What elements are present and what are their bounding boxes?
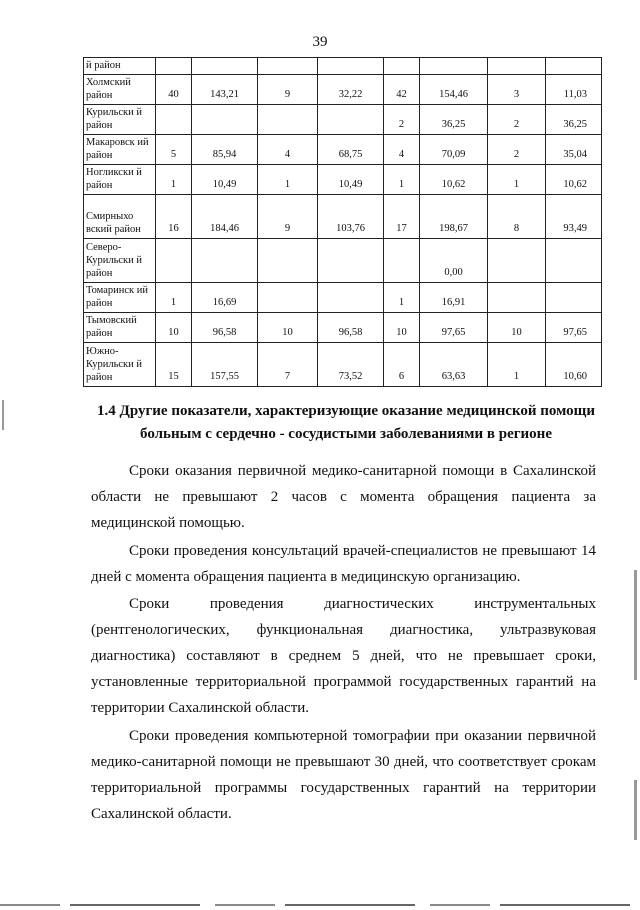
- table-row: [84, 75, 602, 105]
- value-cell: 15: [156, 343, 192, 387]
- table-row: [84, 58, 602, 75]
- value-cell: 16: [156, 195, 192, 239]
- value-cell: 73,52: [318, 343, 384, 387]
- value-cell: 9: [258, 75, 318, 105]
- value-cell: 4: [258, 135, 318, 165]
- scan-bottom-edge: [0, 904, 640, 906]
- value-cell: [318, 239, 384, 283]
- value-cell: 1: [156, 165, 192, 195]
- value-cell: 1: [488, 343, 546, 387]
- value-cell: 10,60: [546, 343, 602, 387]
- value-cell: 1: [488, 165, 546, 195]
- table-row: [84, 239, 602, 283]
- value-cell: [488, 239, 546, 283]
- table-row: [84, 165, 602, 195]
- value-cell: 42: [384, 75, 420, 105]
- scan-edge-mark: [634, 780, 637, 840]
- region-cell: й район: [84, 58, 156, 75]
- paragraph-ct: Сроки проведения компьютерной томографии при оказании первичной медико-санитарной помощи не превышают 30 дней, что соответствует срокам территориальной программы государственных гарантий на территории Сахалинской области.: [91, 728, 596, 822]
- value-cell: [258, 105, 318, 135]
- region-cell: Холмский район: [84, 75, 156, 105]
- value-cell: 5: [156, 135, 192, 165]
- value-cell: 63,63: [420, 343, 488, 387]
- value-cell: 9: [258, 195, 318, 239]
- value-cell: 40: [156, 75, 192, 105]
- region-cell: Ногликски й район: [84, 165, 156, 195]
- value-cell: 10,49: [192, 165, 258, 195]
- paragraph-diagnostics: Сроки проведения диагностических инструментальных (рентгенологических, функциональная диагностика, ультразвуковая диагностика) составляют в среднем 5 дней, что не превышает сроки, установленные территориальной программой государственных гарантий на территории Сахалинской области.: [91, 596, 596, 716]
- value-cell: 8: [488, 195, 546, 239]
- table-row: [84, 343, 602, 387]
- value-cell: 10,49: [318, 165, 384, 195]
- value-cell: [384, 239, 420, 283]
- value-cell: 2: [488, 105, 546, 135]
- value-cell: 11,03: [546, 75, 602, 105]
- value-cell: 7: [258, 343, 318, 387]
- value-cell: 36,25: [546, 105, 602, 135]
- value-cell: 10: [258, 313, 318, 343]
- value-cell: 1: [156, 283, 192, 313]
- value-cell: 97,65: [420, 313, 488, 343]
- value-cell: 85,94: [192, 135, 258, 165]
- value-cell: 16,91: [420, 283, 488, 313]
- value-cell: 35,04: [546, 135, 602, 165]
- page-number: 39: [312, 34, 328, 50]
- value-cell: 6: [384, 343, 420, 387]
- value-cell: 10,62: [420, 165, 488, 195]
- value-cell: [258, 283, 318, 313]
- value-cell: 10,62: [546, 165, 602, 195]
- value-cell: 93,49: [546, 195, 602, 239]
- value-cell: 157,55: [192, 343, 258, 387]
- value-cell: [192, 239, 258, 283]
- table-row: [84, 135, 602, 165]
- value-cell: 70,09: [420, 135, 488, 165]
- value-cell: [192, 58, 258, 75]
- value-cell: 96,58: [318, 313, 384, 343]
- value-cell: 68,75: [318, 135, 384, 165]
- value-cell: 3: [488, 75, 546, 105]
- scan-edge-mark: [634, 570, 637, 680]
- scan-edge-mark: [2, 400, 4, 430]
- value-cell: 0,00: [420, 239, 488, 283]
- value-cell: 2: [488, 135, 546, 165]
- value-cell: [318, 283, 384, 313]
- value-cell: 32,22: [318, 75, 384, 105]
- value-cell: 17: [384, 195, 420, 239]
- region-cell: Южно- Курильски й район: [84, 343, 156, 387]
- value-cell: 96,58: [192, 313, 258, 343]
- value-cell: 36,25: [420, 105, 488, 135]
- value-cell: 10: [384, 313, 420, 343]
- region-cell: Тымовский район: [84, 313, 156, 343]
- table-row: [84, 195, 602, 239]
- statistics-table: [83, 57, 602, 387]
- value-cell: [546, 283, 602, 313]
- value-cell: [156, 239, 192, 283]
- value-cell: [384, 58, 420, 75]
- value-cell: [192, 105, 258, 135]
- value-cell: [420, 58, 488, 75]
- value-cell: [318, 105, 384, 135]
- value-cell: 184,46: [192, 195, 258, 239]
- region-cell: Северо- Курильски й район: [84, 239, 156, 283]
- value-cell: 1: [384, 283, 420, 313]
- value-cell: 154,46: [420, 75, 488, 105]
- section-heading: 1.4 Другие показатели, характеризующие оказание медицинской помощи больным с сердечно - сосудистыми заболеваниями в регионе: [97, 403, 595, 442]
- region-cell: Курильски й район: [84, 105, 156, 135]
- table-row: [84, 283, 602, 313]
- table-row: [84, 105, 602, 135]
- value-cell: [488, 58, 546, 75]
- value-cell: 1: [384, 165, 420, 195]
- value-cell: 97,65: [546, 313, 602, 343]
- region-cell: Томаринск ий район: [84, 283, 156, 313]
- value-cell: 4: [384, 135, 420, 165]
- table-row: [84, 313, 602, 343]
- paragraph-primary-care: Сроки оказания первичной медико-санитарной помощи в Сахалинской области не превышают 2 часов с момента обращения пациента за медицинской помощью.: [91, 463, 596, 531]
- value-cell: 103,76: [318, 195, 384, 239]
- value-cell: [488, 283, 546, 313]
- value-cell: [546, 58, 602, 75]
- value-cell: [546, 239, 602, 283]
- region-cell: Макаровск ий район: [84, 135, 156, 165]
- value-cell: [156, 105, 192, 135]
- value-cell: 198,67: [420, 195, 488, 239]
- value-cell: 2: [384, 105, 420, 135]
- paragraph-consultations: Сроки проведения консультаций врачей-специалистов не превышают 14 дней с момента обращения пациента в медицинскую организацию.: [91, 543, 596, 585]
- value-cell: 10: [488, 313, 546, 343]
- value-cell: [156, 58, 192, 75]
- value-cell: [258, 58, 318, 75]
- value-cell: [258, 239, 318, 283]
- value-cell: 10: [156, 313, 192, 343]
- value-cell: 1: [258, 165, 318, 195]
- value-cell: 143,21: [192, 75, 258, 105]
- region-cell: Смирныхо вский район: [84, 195, 156, 239]
- value-cell: 16,69: [192, 283, 258, 313]
- value-cell: [318, 58, 384, 75]
